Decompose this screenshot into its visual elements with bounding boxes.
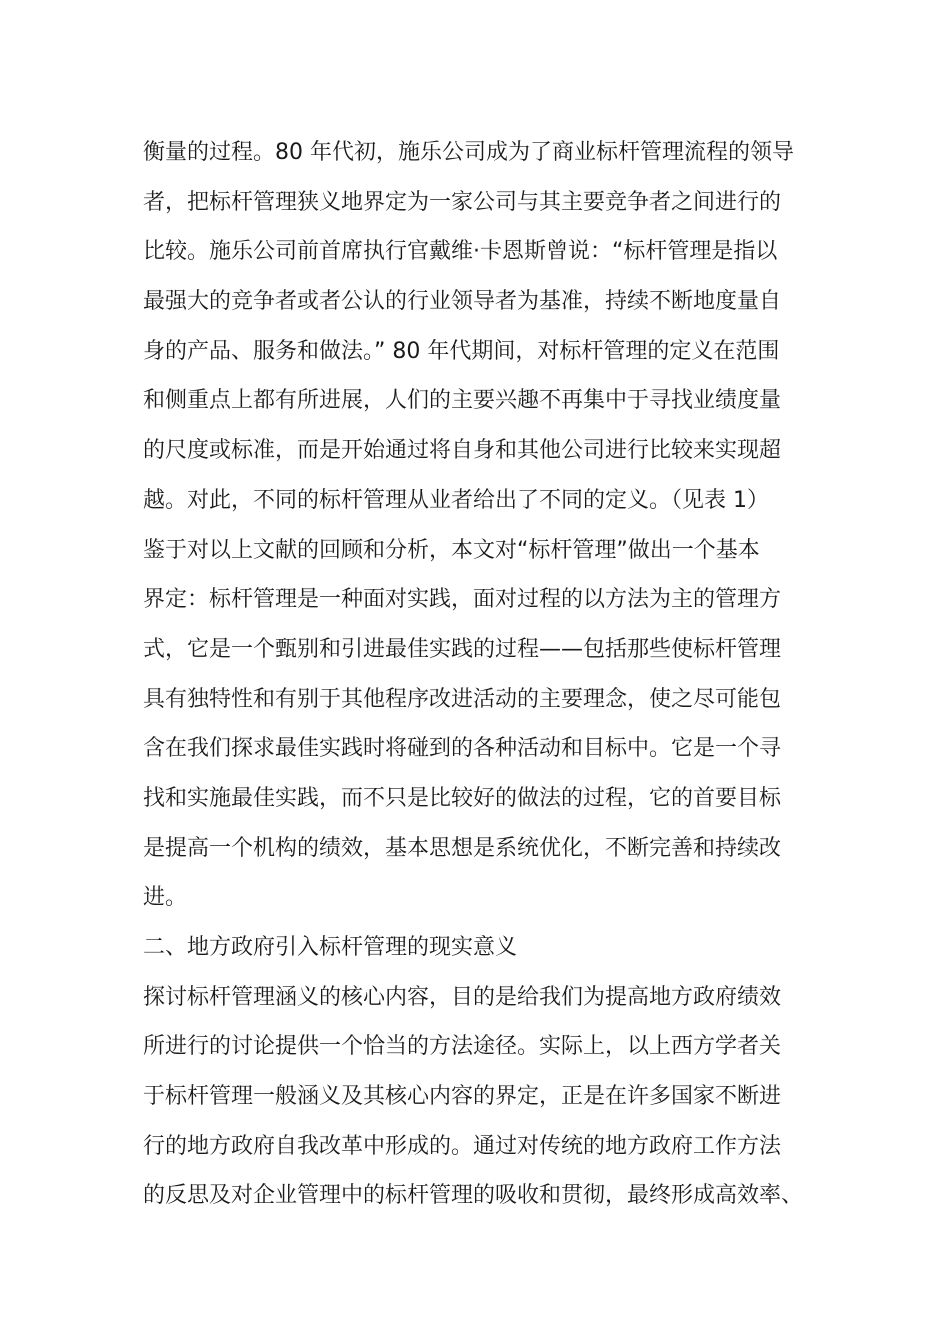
text-line: 衡量的过程。80 年代初，施乐公司成为了商业标杆管理流程的领导 [143,140,794,165]
text-line: 是提高一个机构的绩效，基本思想是系统优化，不断完善和持续改 [143,835,782,861]
text-line: 找和实施最佳实践，而不只是比较好的做法的过程，它的首要目标 [143,785,782,811]
text-line: 式，它是一个甄别和引进最佳实践的过程——包括那些使标杆管理 [143,636,782,662]
text-line: 界定：标杆管理是一种面对实践，面对过程的以方法为主的管理方 [143,587,782,613]
text-line: 所进行的讨论提供一个恰当的方法途径。实际上，以上西方学者关 [143,1034,782,1060]
text-line: 越。对此，不同的标杆管理从业者给出了不同的定义。（见表 1） [143,487,769,513]
text-line: 最强大的竞争者或者公认的行业领导者为基准，持续不断地度量自 [143,289,782,315]
text-line: 者，把标杆管理狭义地界定为一家公司与其主要竞争者之间进行的 [143,189,782,215]
text-line: 探讨标杆管理涵义的核心内容，目的是给我们为提高地方政府绩效 [143,984,782,1010]
text-line: 行的地方政府自我改革中形成的。通过对传统的地方政府工作方法 [143,1133,782,1159]
text-line: 含在我们探求最佳实践时将碰到的各种活动和目标中。它是一个寻 [143,736,782,762]
text-line: 于标杆管理一般涵义及其核心内容的界定，正是在许多国家不断进 [143,1084,782,1110]
text-line: 的尺度或标准，而是开始通过将自身和其他公司进行比较来实现超 [143,438,782,464]
body-text [143,128,808,1221]
text-line: 比较。施乐公司前首席执行官戴维·卡恩斯曾说：“标杆管理是指以 [143,239,778,265]
text-line: 身的产品、服务和做法。” 80 年代期间，对标杆管理的定义在范围 [143,338,780,364]
section-heading: 二、地方政府引入标杆管理的现实意义 [143,935,518,960]
text-line: 具有独特性和有别于其他程序改进活动的主要理念，使之尽可能包 [143,686,782,712]
text-line: 和侧重点上都有所进展，人们的主要兴趣不再集中于寻找业绩度量 [143,388,782,414]
text-line: 进。 [143,885,188,911]
text-line: 鉴于对以上文献的回顾和分析，本文对“标杆管理”做出一个基本 [143,537,760,563]
text-line: 的反思及对企业管理中的标杆管理的吸收和贯彻，最终形成高效率、 [143,1183,804,1209]
